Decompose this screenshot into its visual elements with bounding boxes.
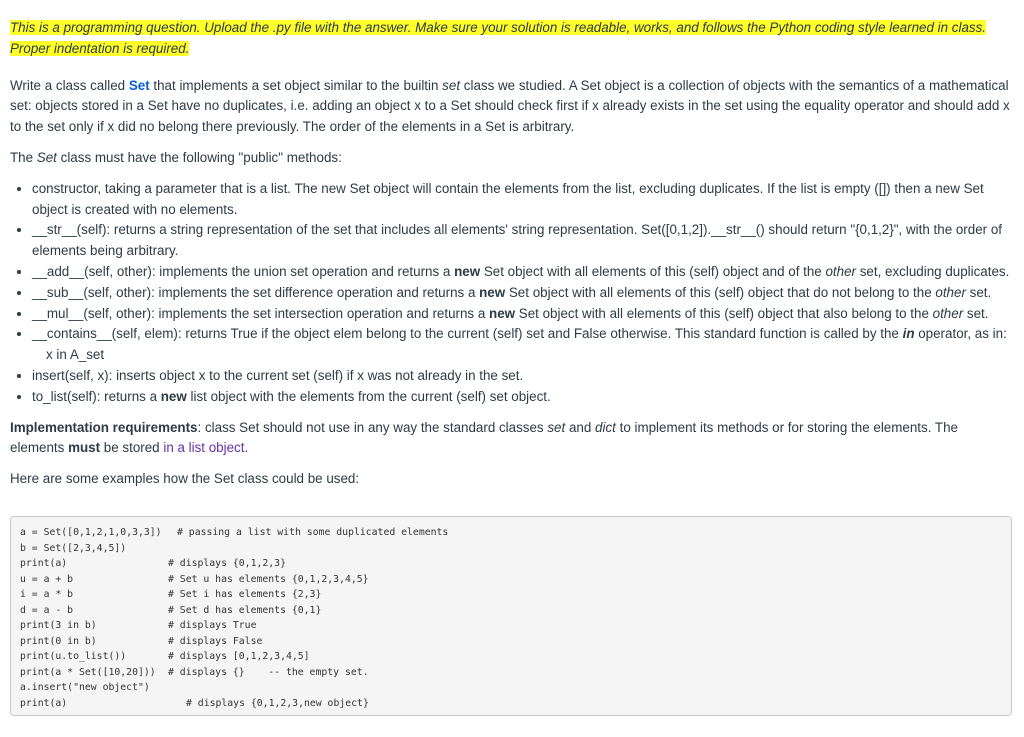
highlighted-instructions: This is a programming question. Upload the .py file with the answer. Make sure your solution is readable, works, and follows the Python coding style learned in class. Proper indentation is required. [10,20,987,56]
code-line: print(u.to_list()) [20,651,127,662]
code-comment: # passing a list with some duplicated elements [177,527,449,538]
methods-list [10,179,1014,408]
method-text: operator, as in: [914,326,1007,342]
methods-intro [10,148,1014,169]
method-text: list object with the elements from the current (self) set object. [186,388,551,404]
examples-intro: Here are some examples how the Set class could be used: [10,471,360,487]
method-text: Set object with all elements of this (self) object and of the [480,263,826,279]
method-text: Set object with all elements of this (self) object that do not belong to the [505,284,936,300]
method-to-list [32,387,1014,408]
implementation-requirements [10,418,1014,460]
instructions-note [10,18,1014,60]
list-object-link[interactable]: in a list object [163,440,245,456]
method-contains [32,324,1014,366]
impl-period: . [244,440,249,456]
method-text: __str__(self): returns a string representation of the set that includes all elements' string representation. Set([0,1,2]).__str__() should return "{0,1,2}", with the order of elements being arbitrary. [32,222,1003,259]
method-insert [32,366,1014,387]
italic-other: other [825,263,856,279]
methods-intro-text-2: class must have the following "public" methods: [56,149,342,165]
bold-new: new [479,284,506,300]
code-comment: # displays True [168,620,257,631]
method-text: to_list(self): returns a [32,388,161,404]
code-example-block [10,516,1012,716]
impl-set-word: set [547,419,566,435]
class-name-set: Set [128,77,150,93]
x-in-a-set: x in A_set [46,347,105,363]
code-comment: # displays [0,1,2,3,4,5] [168,651,310,662]
impl-text-3: be stored [100,440,164,456]
method-str [32,220,1014,262]
code-line: print(0 in b) [20,635,97,647]
italic-other: other [935,284,966,300]
method-text: insert(self, x): inserts object x to the current set (self) if x was not already in the set. [32,367,524,383]
method-mul [32,304,1014,325]
code-line: print(3 in b) [20,620,97,631]
code-line: i = a * b [20,589,74,600]
methods-intro-text-1: The [10,149,37,165]
code-comment: # Set d has elements {0,1} [168,604,322,616]
impl-and: and [565,419,596,435]
method-text: __sub__(self, other): implements the set difference operation and returns a [32,284,480,300]
code-line: print(a * Set([10,20])) [20,666,156,678]
desc-text-1: Write a class called [10,77,129,93]
builtin-set-term: set [442,77,461,93]
code-line: print(a) [20,697,68,709]
method-text: __add__(self, other): implements the union set operation and returns a [32,263,455,279]
description-paragraph [10,76,1014,138]
impl-must: must [68,440,101,456]
code-line: a.insert("new object") [20,682,150,693]
bold-new: new [489,305,516,321]
method-text: set, excluding duplicates. [856,263,1010,279]
method-add [32,262,1014,283]
code-line: print(a) [20,558,68,569]
method-text: Set object with all elements of this (self) object that also belong to the [515,305,933,321]
method-text: set. [965,284,992,300]
code-comment: # Set i has elements {2,3} [168,589,322,600]
method-text: constructor, taking a parameter that is a list. The new Set object will contain the elements from the list, excluding duplicates. If the list is empty ([]) then a new Set object is created with no elements. [32,180,984,217]
question-body [10,0,1014,490]
code-comment: # displays {} -- the empty set. [168,666,369,678]
code-comment: # displays False [168,635,263,647]
impl-label: Implementation requirements [10,419,198,435]
code-comment: # Set u has elements {0,1,2,3,4,5} [168,573,369,585]
code-line: d = a - b [20,604,74,616]
code-line: a = Set([0,1,2,1,0,3,3]) [20,527,162,538]
code-comment: # displays {0,1,2,3} [168,558,286,569]
method-text: __mul__(self, other): implements the set intersection operation and returns a [32,305,490,321]
bold-new: new [454,263,481,279]
impl-text-1: : class Set should not use in any way the standard classes [197,419,548,435]
impl-dict-word: dict [595,419,616,435]
code-comment: # displays {0,1,2,3,new object} [186,697,369,709]
desc-text-3: class we studied. A Set object is a collection of objects with the semantics of a mathematical set: objects stored in a Set have no duplicates, i.e. adding an object x to a Set should check first if x already exists in the set using the equality operator and should add x to the set only if x did no belong there previously. The order of the elements in a Set is arbitrary. [10,77,1010,135]
method-text: __contains__(self, elem): returns True if the object elem belong to the current (self) set and False otherwise. This standard function is called by the [32,326,903,342]
code-line: u = a + b [20,573,74,585]
italic-other: other [932,305,964,321]
method-constructor [32,179,1014,221]
impl-text-2: to implement its methods or for storing the elements. The elements [10,419,958,456]
bold-new: new [160,388,187,404]
bold-in: in [902,326,915,342]
method-text: set. [963,305,989,321]
methods-intro-class: Set [36,149,57,165]
code-line: b = Set([2,3,4,5]) [20,542,127,554]
method-sub [32,283,1014,304]
desc-text-2: that implements a set object similar to the builtin [149,77,443,93]
